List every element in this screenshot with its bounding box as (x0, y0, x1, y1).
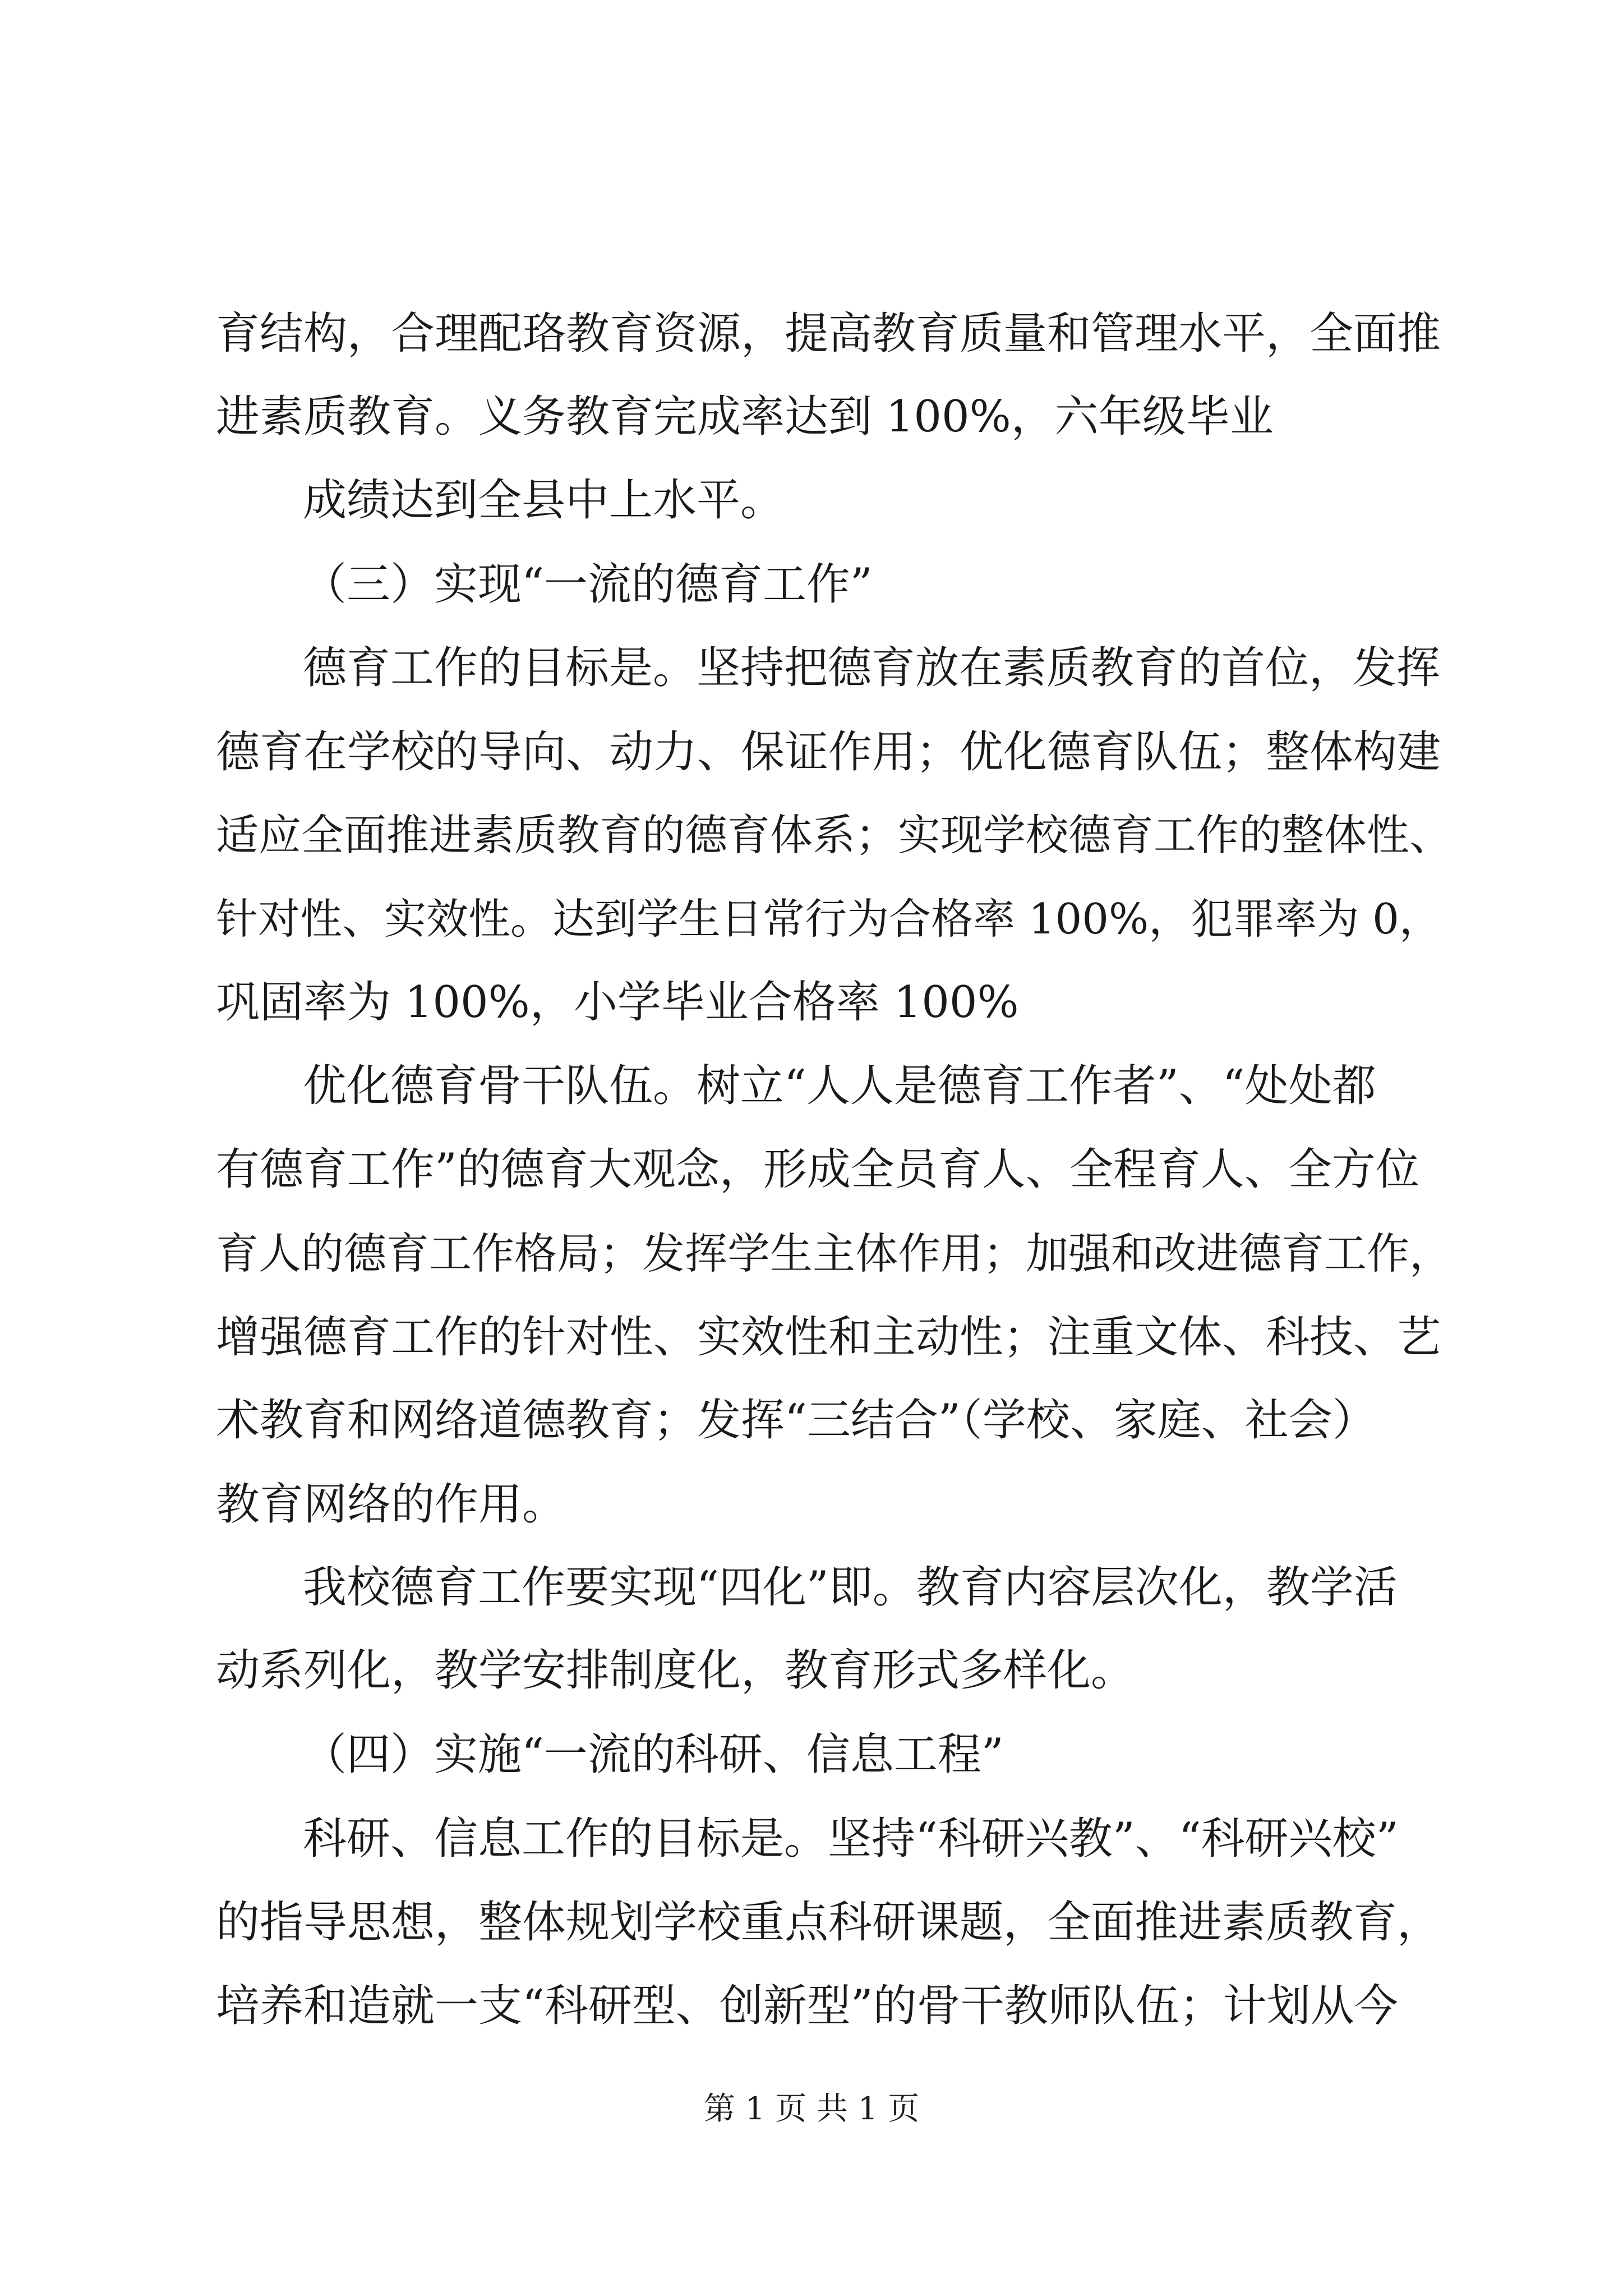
page-footer: 第 1 页 共 1 页 (703, 2091, 920, 2127)
text-line-7: 适应全面推进素质教育的德育体系；实现学校德育工作的整体性、 (216, 810, 1452, 860)
text-line-3: 成绩达到全县中上水平。 (303, 475, 785, 526)
text-line-16: 我校德育工作要实现“四化”即。教育内容层次化，教学活 (303, 1562, 1398, 1613)
text-line-19: 科研、信息工作的目标是。坚持“科研兴教”、“科研兴校” (303, 1814, 1399, 1864)
text-line-2: 进素质教育。义务教育完成率达到 100%，六年级毕业 (216, 392, 1274, 442)
section-heading-4: （四）实施“一流的科研、信息工程” (303, 1729, 1004, 1780)
text-line-1: 育结构，合理配珞教育资源，提高教育质量和管理水平，全面推 (216, 309, 1441, 359)
text-line-14: 术教育和网络道德教育；发挥“三结合”（学校、家庭、社会） (216, 1395, 1376, 1446)
text-line-13: 增强德育工作的针对性、实效性和主动性；注重文体、科技、艺 (216, 1312, 1441, 1363)
text-line-15: 教育网络的作用。 (216, 1479, 566, 1530)
section-heading-3: （三）实现“一流的德育工作” (303, 559, 873, 610)
text-line-9: 巩固率为 100%，小学毕业合格率 100% (216, 977, 1019, 1028)
text-line-21: 培养和造就一支“科研型、创新型”的骨干教师队伍；计划从今 (216, 1981, 1398, 2031)
text-line-8: 针对性、实效性。达到学生日常行为合格率 100%，犯罪率为 0， (216, 894, 1441, 944)
text-line-10: 优化德育骨干队伍。树立“人人是德育工作者”、“处处都 (303, 1061, 1376, 1111)
text-line-20: 的指导思想，整体规划学校重点科研课题，全面推进素质教育， (216, 1897, 1441, 1948)
text-line-11: 有德育工作”的德育大观念，形成全员育人、全程育人、全方位 (216, 1144, 1419, 1195)
text-line-17: 动系列化，教学安排制度化，教育形式多样化。 (216, 1645, 1135, 1696)
text-line-12: 育人的德育工作格局；发挥学生主体作用；加强和改进德育工作， (216, 1228, 1452, 1278)
text-line-5: 德育工作的目标是。坚持把德育放在素质教育的首位，发挥 (303, 643, 1441, 693)
text-line-6: 德育在学校的导向、动力、保证作用；优化德育队伍；整体构建 (216, 727, 1441, 777)
